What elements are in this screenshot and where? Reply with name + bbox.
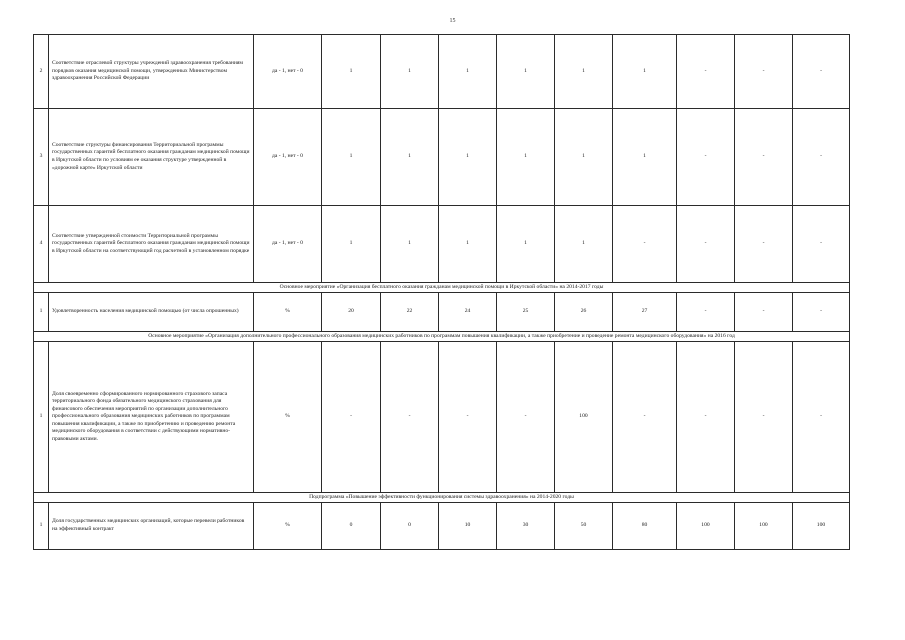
value-cell: 22 xyxy=(381,293,439,332)
value-cell: 1 xyxy=(497,109,555,206)
value-cell: - xyxy=(439,342,497,493)
value-cell: - xyxy=(793,342,850,493)
value-cell: 1 xyxy=(322,35,381,109)
value-cell: - xyxy=(677,342,735,493)
value-cell: - xyxy=(793,109,850,206)
value-cell: - xyxy=(793,35,850,109)
value-cell: - xyxy=(735,342,793,493)
unit-cell: % xyxy=(254,293,322,332)
row-number: 1 xyxy=(34,342,49,493)
value-cell: - xyxy=(497,342,555,493)
value-cell: - xyxy=(793,293,850,332)
value-cell: 20 xyxy=(322,293,381,332)
value-cell: 27 xyxy=(613,293,677,332)
value-cell: 1 xyxy=(613,35,677,109)
indicator-name: Доля государственных медицинских организаций, которые перевели работников на эффективный контракт xyxy=(49,503,254,550)
table-row xyxy=(34,109,850,206)
indicator-name: Соответствие структуры финансирования Территориальной программы государственных гарантий бесплатного оказания гражданам медицинской помощи в Иркутской области по условиям ее оказания структуре утвержденной в «дорожной карте» Иркутской области xyxy=(49,109,254,206)
indicators-table xyxy=(33,34,850,550)
value-cell: 1 xyxy=(497,35,555,109)
value-cell: - xyxy=(322,342,381,493)
value-cell: 26 xyxy=(555,293,613,332)
value-cell: 80 xyxy=(613,503,677,550)
section-header-row xyxy=(34,493,850,503)
unit-cell: да - 1, нет - 0 xyxy=(254,206,322,283)
value-cell: 1 xyxy=(381,109,439,206)
value-cell: - xyxy=(613,342,677,493)
table-row xyxy=(34,206,850,283)
value-cell: 1 xyxy=(439,206,497,283)
value-cell: - xyxy=(613,206,677,283)
value-cell: 50 xyxy=(555,503,613,550)
table-row xyxy=(34,342,850,493)
value-cell: 30 xyxy=(497,503,555,550)
value-cell: - xyxy=(735,109,793,206)
unit-cell: да - 1, нет - 0 xyxy=(254,35,322,109)
value-cell: - xyxy=(677,206,735,283)
table-row xyxy=(34,35,850,109)
value-cell: 1 xyxy=(381,206,439,283)
value-cell: 1 xyxy=(555,109,613,206)
row-number: 2 xyxy=(34,35,49,109)
value-cell: - xyxy=(735,206,793,283)
value-cell: 1 xyxy=(381,35,439,109)
value-cell: 1 xyxy=(497,206,555,283)
indicator-name: Удовлетворенность населения медицинской помощью (от числа опрошенных) xyxy=(49,293,254,332)
table-row xyxy=(34,503,850,550)
value-cell: 100 xyxy=(793,503,850,550)
row-number: 3 xyxy=(34,109,49,206)
row-number: 1 xyxy=(34,293,49,332)
page-number: 15 xyxy=(449,18,456,24)
value-cell: 100 xyxy=(677,503,735,550)
value-cell: - xyxy=(793,206,850,283)
section-title: Подпрограмма «Повышение эффективности функционирования системы здравоохранения» на 2014-2020 годы xyxy=(34,493,850,503)
value-cell: 0 xyxy=(381,503,439,550)
unit-cell: % xyxy=(254,342,322,493)
value-cell: - xyxy=(677,35,735,109)
value-cell: 24 xyxy=(439,293,497,332)
row-number: 1 xyxy=(34,503,49,550)
value-cell: - xyxy=(735,35,793,109)
value-cell: 1 xyxy=(322,206,381,283)
value-cell: - xyxy=(381,342,439,493)
value-cell: 25 xyxy=(497,293,555,332)
value-cell: 100 xyxy=(555,342,613,493)
indicator-name: Соответствие утвержденной стоимости Территориальной программы государственных гарантий бесплатного оказания гражданам медицинской помощи в Иркутской области на соответствующий год расчетной в установленном порядке xyxy=(49,206,254,283)
value-cell: 1 xyxy=(439,109,497,206)
section-header-row xyxy=(34,283,850,293)
indicator-name: Соответствие отраслевой структуры учреждений здравоохранения требованиям порядков оказания медицинской помощи, утвержденных Министерством здравоохранения Российской Федерации xyxy=(49,35,254,109)
value-cell: 1 xyxy=(322,109,381,206)
value-cell: - xyxy=(735,293,793,332)
value-cell: 100 xyxy=(735,503,793,550)
value-cell: 1 xyxy=(439,35,497,109)
value-cell: 0 xyxy=(322,503,381,550)
value-cell: 1 xyxy=(555,206,613,283)
table-row xyxy=(34,293,850,332)
unit-cell: % xyxy=(254,503,322,550)
value-cell: 1 xyxy=(613,109,677,206)
value-cell: - xyxy=(677,109,735,206)
section-title: Основное мероприятие «Организация бесплатного оказания гражданам медицинской помощи в Иркутской области» на 2014-2017 годы xyxy=(34,283,850,293)
unit-cell: да - 1, нет - 0 xyxy=(254,109,322,206)
row-number: 4 xyxy=(34,206,49,283)
value-cell: 10 xyxy=(439,503,497,550)
section-title: Основное мероприятие «Организация дополнительного профессионального образования медицинских работников по программам повышения квалификации, а также приобретение и проведение ремонта медицинского оборудования» на 2016 год xyxy=(34,332,850,342)
indicator-name: Доля своевременно сформированного нормированного страхового запаса территориального фонда обязательного медицинского страхования для финансового обеспечения мероприятий по организации дополнительного профессионального образования медицинских работников по программам повышения квалификации, а также по приобретению и проведению ремонта медицинского оборудования в соответствии с действующими нормативно-правовыми актами. xyxy=(49,342,254,493)
value-cell: - xyxy=(677,293,735,332)
section-header-row xyxy=(34,332,850,342)
value-cell: 1 xyxy=(555,35,613,109)
